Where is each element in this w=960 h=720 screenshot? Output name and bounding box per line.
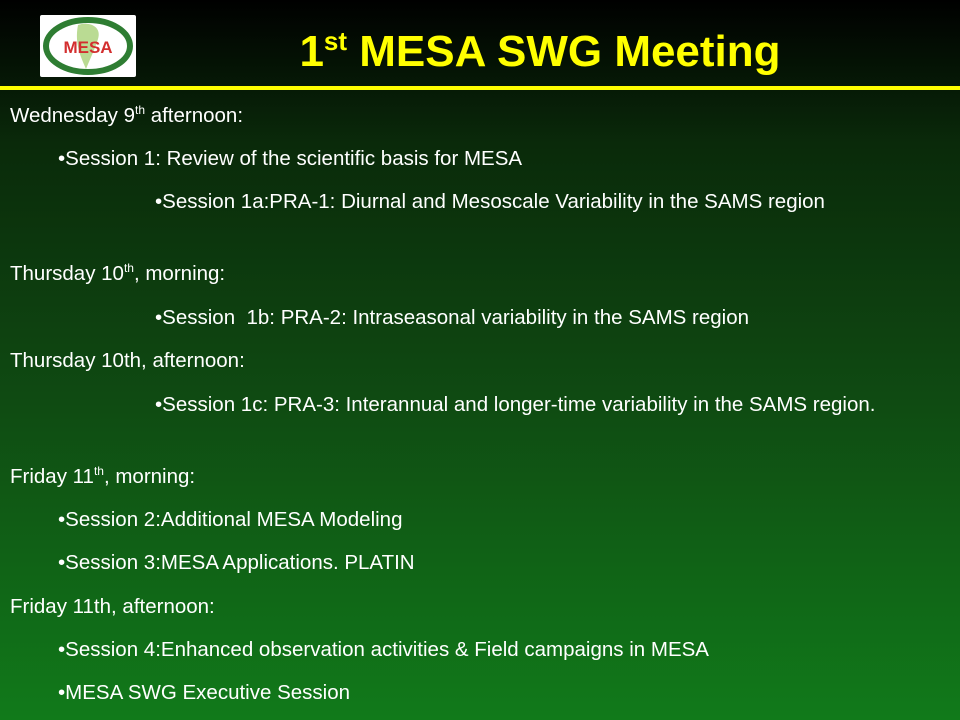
- agenda-item-session-2: •Session 2:Additional MESA Modeling: [58, 508, 403, 531]
- day-heading-friday-morning: [10, 462, 195, 491]
- day-heading-thursday-afternoon: Thursday 10th, afternoon:: [10, 349, 245, 372]
- day-heading-friday-afternoon: Friday 11th, afternoon:: [10, 595, 215, 618]
- agenda-item-session-1c: •Session 1c: PRA-3: Interannual and longer-time variability in the SAMS region.: [155, 393, 876, 416]
- day-heading-thursday-morning: [10, 259, 225, 288]
- agenda-item-session-1: •Session 1: Review of the scientific basis for MESA: [58, 147, 523, 170]
- day-heading-sup: th: [134, 103, 145, 117]
- day-heading-text: Thursday 10: [10, 262, 124, 285]
- day-heading-wednesday: [10, 101, 243, 130]
- title-superscript: st: [323, 26, 348, 56]
- title-rest: MESA SWG Meeting: [347, 27, 781, 76]
- day-heading-text: Wednesday 9: [10, 104, 135, 127]
- day-heading-sup: th: [93, 464, 104, 478]
- logo-text: MESA: [63, 38, 113, 57]
- day-heading-tail: , morning:: [103, 465, 196, 488]
- day-heading-tail: afternoon:: [145, 104, 244, 127]
- day-heading-text: Friday 11: [10, 465, 94, 488]
- agenda-item-session-3: •Session 3:MESA Applications. PLATIN: [58, 551, 415, 574]
- agenda-item-session-1a: •Session 1a:PRA-1: Diurnal and Mesoscale Variability in the SAMS region: [155, 190, 825, 213]
- title-prefix: 1: [299, 27, 324, 76]
- day-heading-sup: th: [123, 261, 134, 275]
- agenda-item-executive-session: •MESA SWG Executive Session: [58, 681, 351, 704]
- agenda-item-session-4: •Session 4:Enhanced observation activities & Field campaigns in MESA: [58, 638, 709, 661]
- day-heading-tail: , morning:: [133, 262, 226, 285]
- agenda-item-session-1b: •Session 1b: PRA-2: Intraseasonal variability in the SAMS region: [155, 306, 749, 329]
